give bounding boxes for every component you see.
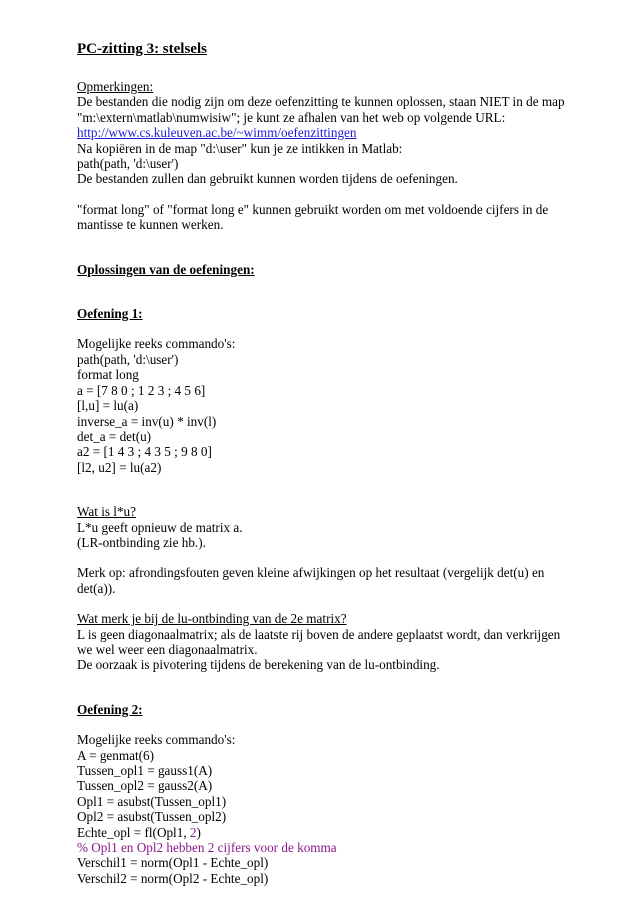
command-line: a = [7 8 0 ; 1 2 3 ; 4 5 6] — [77, 382, 206, 398]
command-line: Tussen_opl2 = gauss2(A) — [77, 778, 213, 794]
command-line: Verschil2 = norm(Opl2 - Echte_opl) — [77, 870, 269, 886]
command-line: format long — [77, 367, 139, 383]
document-page — [77, 40, 607, 886]
command-argument: 2 — [189, 824, 197, 840]
command-line: path(path, 'd:\user') — [77, 351, 179, 367]
command-line — [77, 825, 607, 840]
command-line: Verschil1 = norm(Opl1 - Echte_opl) — [77, 855, 269, 871]
page-title: PC-zitting 3: stelsels — [77, 41, 207, 57]
download-url-link[interactable]: http://www.cs.kuleuven.ac.be/~wimm/oefenzittingen — [77, 125, 357, 141]
format-note: mantisse te kunnen werken. — [77, 217, 224, 233]
command-line: Opl2 = asubst(Tussen_opl2) — [77, 809, 227, 825]
question-heading: Wat merk je bij de lu-ontbinding van de 2e matrix? — [77, 611, 347, 627]
command-line: det_a = det(u) — [77, 428, 152, 444]
solutions-heading: Oplossingen van de oefeningen: — [77, 261, 255, 277]
remarks-text: "m:\extern\matlab\numwisiw"; je kunt ze afhalen van het web op volgende URL: — [77, 109, 506, 125]
answer-text: L is geen diagonaalmatrix; als de laatste rij boven de andere geplaatst wordt, dan verkrijgen — [77, 626, 561, 642]
command-line: a2 = [1 4 3 ; 4 3 5 ; 9 8 0] — [77, 444, 212, 460]
remarks-text: De bestanden die nodig zijn om deze oefenzitting te kunnen oplossen, staan NIET in de map — [77, 94, 565, 110]
remarks-heading: Opmerkingen: — [77, 79, 154, 94]
exercise1-intro: Mogelijke reeks commando's: — [77, 336, 236, 352]
answer-text: De oorzaak is pivotering tijdens de berekening van de lu-ontbinding. — [77, 657, 440, 673]
command-line: Opl1 = asubst(Tussen_opl1) — [77, 793, 227, 809]
format-note: "format long" of "format long e" kunnen gebruikt worden om met voldoende cijfers in de — [77, 201, 549, 217]
exercise1-heading: Oefening 1: — [77, 306, 143, 322]
code-comment: % Opl1 en Opl2 hebben 2 cijfers voor de komma — [77, 840, 337, 856]
command-line: inverse_a = inv(u) * inv(l) — [77, 413, 217, 429]
command-line: Tussen_opl1 = gauss1(A) — [77, 763, 213, 778]
command-line: [l2, u2] = lu(a2) — [77, 459, 162, 475]
question-heading: Wat is l*u? — [77, 504, 137, 520]
command-text: ) — [196, 824, 201, 840]
command-text: Echte_opl = fl(Opl1, — [77, 824, 190, 840]
exercise2-heading: Oefening 2: — [77, 701, 143, 717]
answer-text: we wel weer een diagonaalmatrix. — [77, 641, 258, 657]
command-line: A = genmat(6) — [77, 747, 155, 763]
note-text: Merk op: afrondingsfouten geven kleine afwijkingen op het resultaat (vergelijk det(u) en — [77, 565, 545, 581]
remarks-text: Na kopiëren in de map "d:\user" kun je ze intikken in Matlab: — [77, 140, 403, 156]
remarks-code: path(path, 'd:\user') — [77, 156, 179, 172]
remarks-text: De bestanden zullen dan gebruikt kunnen worden tijdens de oefeningen. — [77, 171, 458, 187]
exercise2-intro: Mogelijke reeks commando's: — [77, 732, 236, 748]
note-text: det(a)). — [77, 580, 116, 596]
answer-text: L*u geeft opnieuw de matrix a. — [77, 519, 243, 535]
answer-text: (LR-ontbinding zie hb.). — [77, 534, 206, 550]
command-line: [l,u] = lu(a) — [77, 398, 139, 414]
